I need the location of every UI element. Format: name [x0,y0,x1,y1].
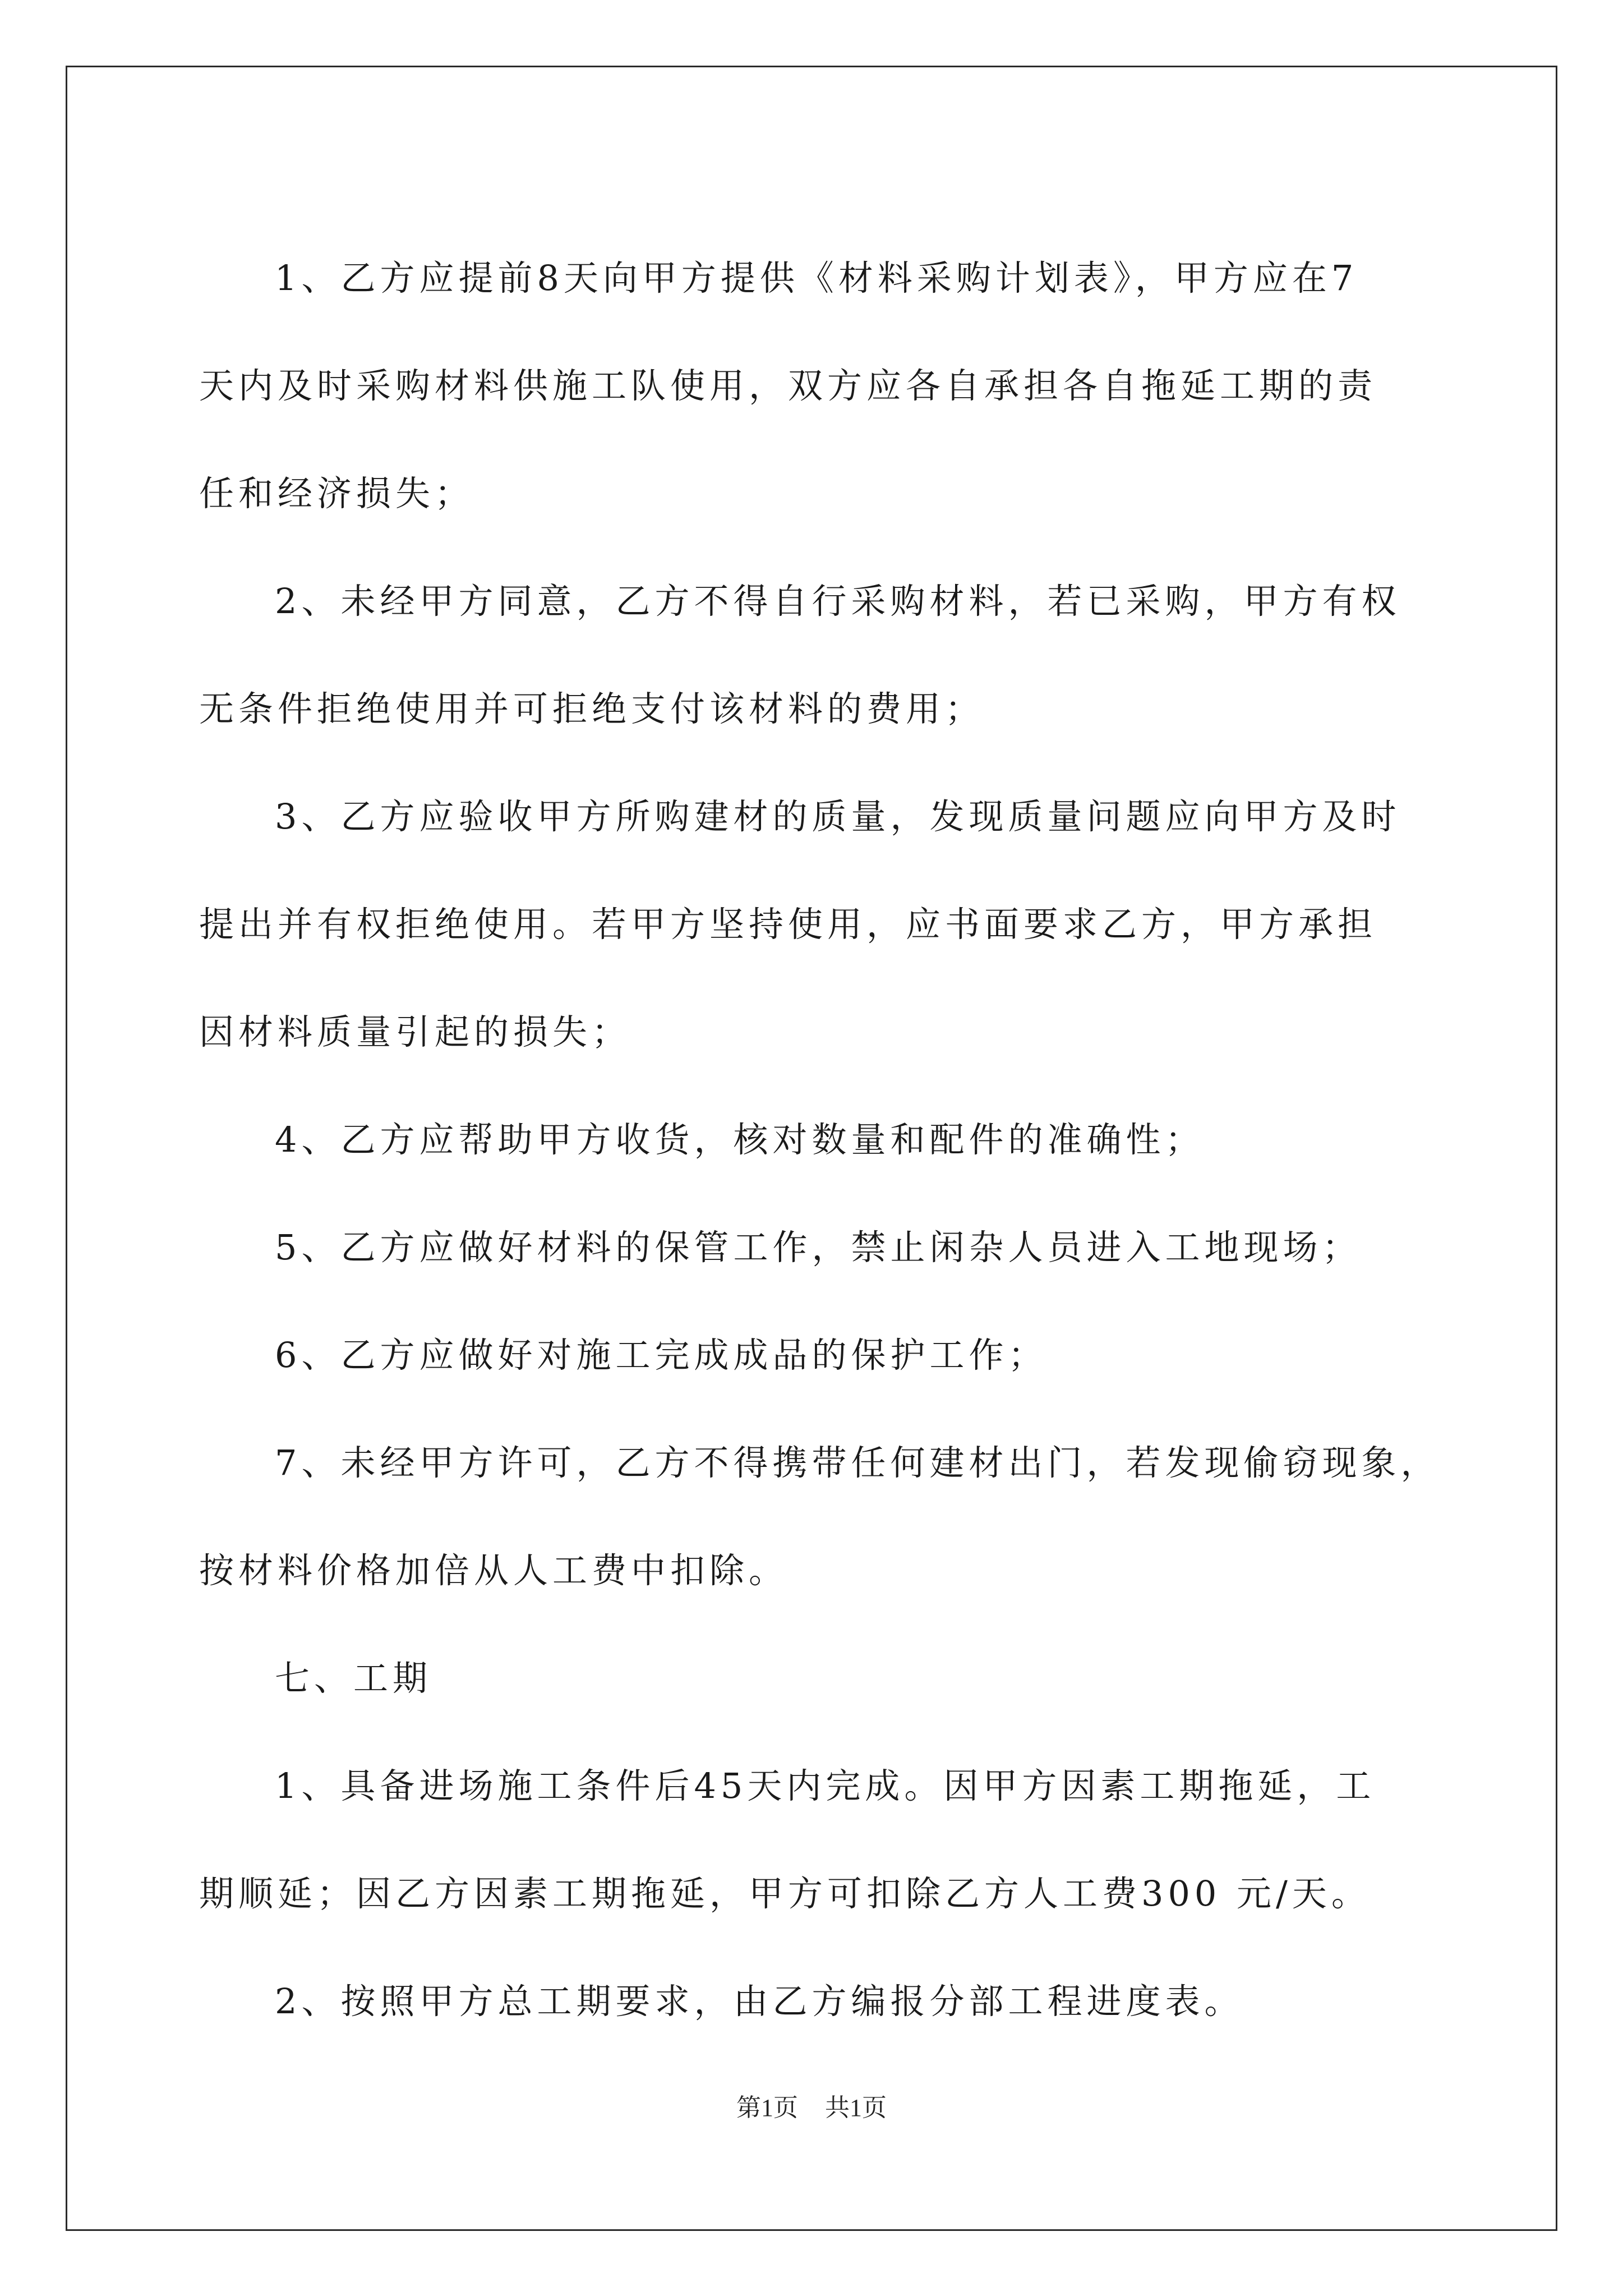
text-line: 按材料价格加倍从人工费中扣除。 [199,1550,789,1591]
page-number: 第1页 [736,2094,798,2122]
text-line: 任和经济损失； [199,473,474,514]
text-line: 2、未经甲方同意，乙方不得自行采购材料，若已采购，甲方有权 [275,581,1401,622]
text-line: 7、未经甲方许可，乙方不得携带任何建材出门，若发现偷窃现象， [275,1442,1440,1483]
text-line: 1、乙方应提前8天向甲方提供《材料采购计划表》，甲方应在7 [275,257,1358,298]
text-line: 3、乙方应验收甲方所购建材的质量，发现质量问题应向甲方及时 [275,796,1401,837]
section-heading: 七、工期 [275,1658,432,1699]
text-line: 提出并有权拒绝使用。若甲方坚持使用，应书面要求乙方，甲方承担 [199,904,1377,945]
page-total: 共1页 [825,2094,887,2122]
text-line: 2、按照甲方总工期要求，由乙方编报分部工程进度表。 [275,1981,1244,2022]
document-body [199,224,1440,2055]
text-line: 6、乙方应做好对施工完成成品的保护工作； [275,1335,1048,1375]
text-line: 1、具备进场施工条件后45天内完成。因甲方因素工期拖延，工 [275,1765,1376,1806]
text-line: 无条件拒绝使用并可拒绝支付该材料的费用； [199,688,985,729]
text-line: 4、乙方应帮助甲方收货，核对数量和配件的准确性； [275,1119,1205,1160]
text-line: 天内及时采购材料供施工队使用，双方应各自承担各自拖延工期的责 [199,365,1377,406]
text-line: 因材料质量引起的损失； [199,1011,631,1052]
page-footer [0,2091,1623,2125]
text-line: 期顺延；因乙方因素工期拖延，甲方可扣除乙方人工费300 元/天。 [199,1873,1371,1914]
text-line: 5、乙方应做好材料的保管工作，禁止闲杂人员进入工地现场； [275,1227,1362,1268]
